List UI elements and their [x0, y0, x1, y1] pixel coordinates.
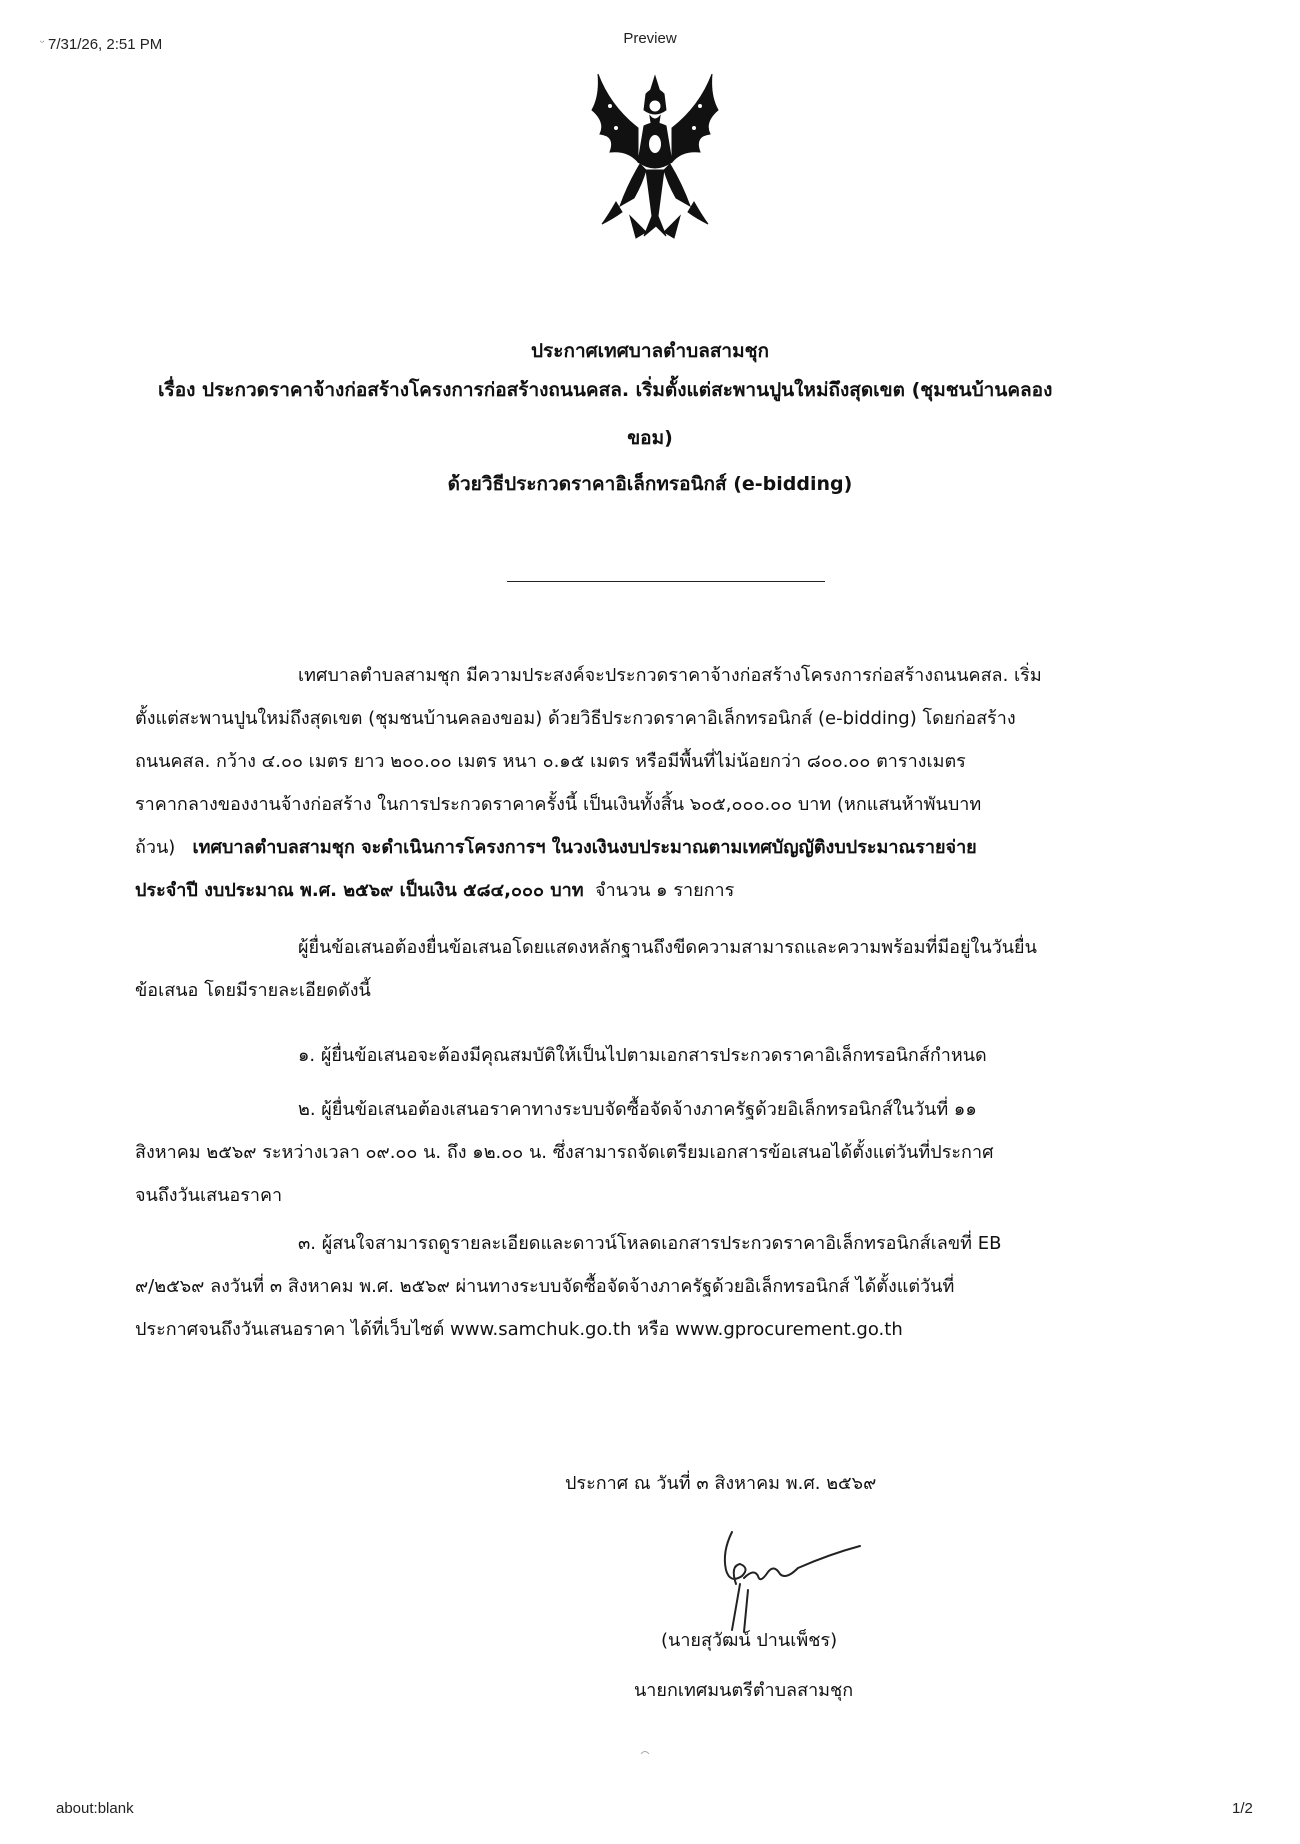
list-item-text: สิงหาคม ๒๕๖๙ ระหว่างเวลา ๐๙.๐๐ น. ถึง ๑๒.๐๐ น. ซึ่งสามารถจัดเตรียมเอกสารข้อเสนอได้ตั้งแต่วันที่ประกาศ — [135, 1142, 994, 1163]
budget-statement: เทศบาลตำบลสามชุก จะดำเนินการโครงการฯ ในวงเงินงบประมาณตามเทศบัญญัติงบประมาณรายจ่าย — [192, 837, 977, 858]
signer-title: นายกเทศมนตรีตำบลสามชุก — [634, 1680, 854, 1701]
list-item-text: ๒. ผู้ยื่นข้อเสนอต้องเสนอราคาทางระบบจัดซื้อจัดจ้างภาครัฐด้วยอิเล็กทรอนิกส์ในวันที่ ๑๑ — [298, 1099, 977, 1120]
budget-amount: ประจำปี งบประมาณ พ.ศ. ๒๕๖๙ เป็นเงิน ๕๘๔,๐๐๐ บาท — [135, 880, 584, 901]
paragraph-line: ผู้ยื่นข้อเสนอต้องยื่นข้อเสนอโดยแสดงหลักฐานถึงขีดความสามารถและความพร้อมที่มีอยู่ในวันยื่น — [298, 937, 1037, 958]
item-count: จำนวน ๑ รายการ — [595, 880, 735, 901]
signer-name: (นายสุวัฒน์ ปานเพ็ชร) — [661, 1630, 838, 1651]
paragraph-project-details — [135, 654, 1180, 912]
list-item-document-download — [135, 1222, 1180, 1351]
announcement-org-heading: ประกาศเทศบาลตำบลสามชุก — [530, 340, 770, 362]
print-footer-url: about:blank — [56, 1800, 134, 1817]
paragraph-line: ตั้งแต่สะพานปูนใหม่ถึงสุดเขต (ชุมชนบ้านคลองขอม) ด้วยวิธีประกวดราคาอิเล็กทรอนิกส์ (e-bidding) โดยก่อสร้าง — [135, 708, 1016, 729]
paragraph-line: ถนนคสล. กว้าง ๔.๐๐ เมตร ยาว ๒๐๐.๐๐ เมตร หนา ๐.๑๕ เมตร หรือมีพื้นที่ไม่น้อยกว่า ๘๐๐.๐๐ ตารางเมตร — [135, 751, 966, 772]
scan-mark-icon: ᵕ — [40, 36, 45, 49]
list-item-qualification — [135, 1034, 1180, 1077]
list-item-text: ประกาศจนถึงวันเสนอราคา ได้ที่เว็บไซต์ www.samchuk.go.th หรือ www.gprocurement.go.th — [135, 1319, 903, 1340]
list-item-text: ๙/๒๕๖๙ ลงวันที่ ๓ สิงหาคม พ.ศ. ๒๕๖๙ ผ่านทางระบบจัดซื้อจัดจ้างภาครัฐด้วยอิเล็กทรอนิกส์ ได้ตั้งแต่วันที่ — [135, 1276, 955, 1297]
paragraph-line: ราคากลางของงานจ้างก่อสร้าง ในการประกวดราคาครั้งนี้ เป็นเงินทั้งสิ้น ๖๐๕,๐๐๐.๐๐ บาท (หกแสนห้าพันบาท — [135, 794, 982, 815]
paragraph-text: ถ้วน) — [135, 837, 176, 858]
announcement-method-heading: ด้วยวิธีประกวดราคาอิเล็กทรอนิกส์ (e-bidding) — [447, 473, 853, 495]
list-item-text: ๑. ผู้ยื่นข้อเสนอจะต้องมีคุณสมบัติให้เป็นไปตามเอกสารประกวดราคาอิเล็กทรอนิกส์กำหนด — [298, 1045, 987, 1066]
garuda-emblem-icon — [580, 66, 730, 246]
scan-speck-icon — [640, 1748, 650, 1758]
paragraph-line: ข้อเสนอ โดยมีรายละเอียดดังนี้ — [135, 980, 371, 1001]
announcement-subject-line1: เรื่อง ประกวดราคาจ้างก่อสร้างโครงการก่อสร้างถนนคสล. เริ่มตั้งแต่สะพานปูนใหม่ถึงสุดเขต (ชุมชนบ้านคลอง — [158, 379, 1053, 401]
list-item-text: ๓. ผู้สนใจสามารถดูรายละเอียดและดาวน์โหลดเอกสารประกวดราคาอิเล็กทรอนิกส์เลขที่ EB — [298, 1233, 1002, 1254]
print-datetime: 7/31/26, 2:51 PM — [48, 36, 163, 53]
handwritten-signature-icon — [710, 1524, 870, 1634]
paragraph-line: เทศบาลตำบลสามชุก มีความประสงค์จะประกวดราคาจ้างก่อสร้างโครงการก่อสร้างถนนคสล. เริ่ม — [298, 665, 1042, 686]
paragraph-bidder-requirements — [135, 926, 1180, 1012]
divider-line — [507, 581, 825, 582]
print-footer-page-number: 1/2 — [1232, 1800, 1253, 1817]
announcement-date: ประกาศ ณ วันที่ ๓ สิงหาคม พ.ศ. ๒๕๖๙ — [565, 1473, 877, 1494]
print-header — [0, 28, 1300, 52]
print-title: Preview — [623, 30, 677, 47]
list-item-text: จนถึงวันเสนอราคา — [135, 1185, 283, 1206]
list-item-bid-submission — [135, 1088, 1180, 1217]
announcement-subject-line2: ขอม) — [627, 427, 673, 449]
